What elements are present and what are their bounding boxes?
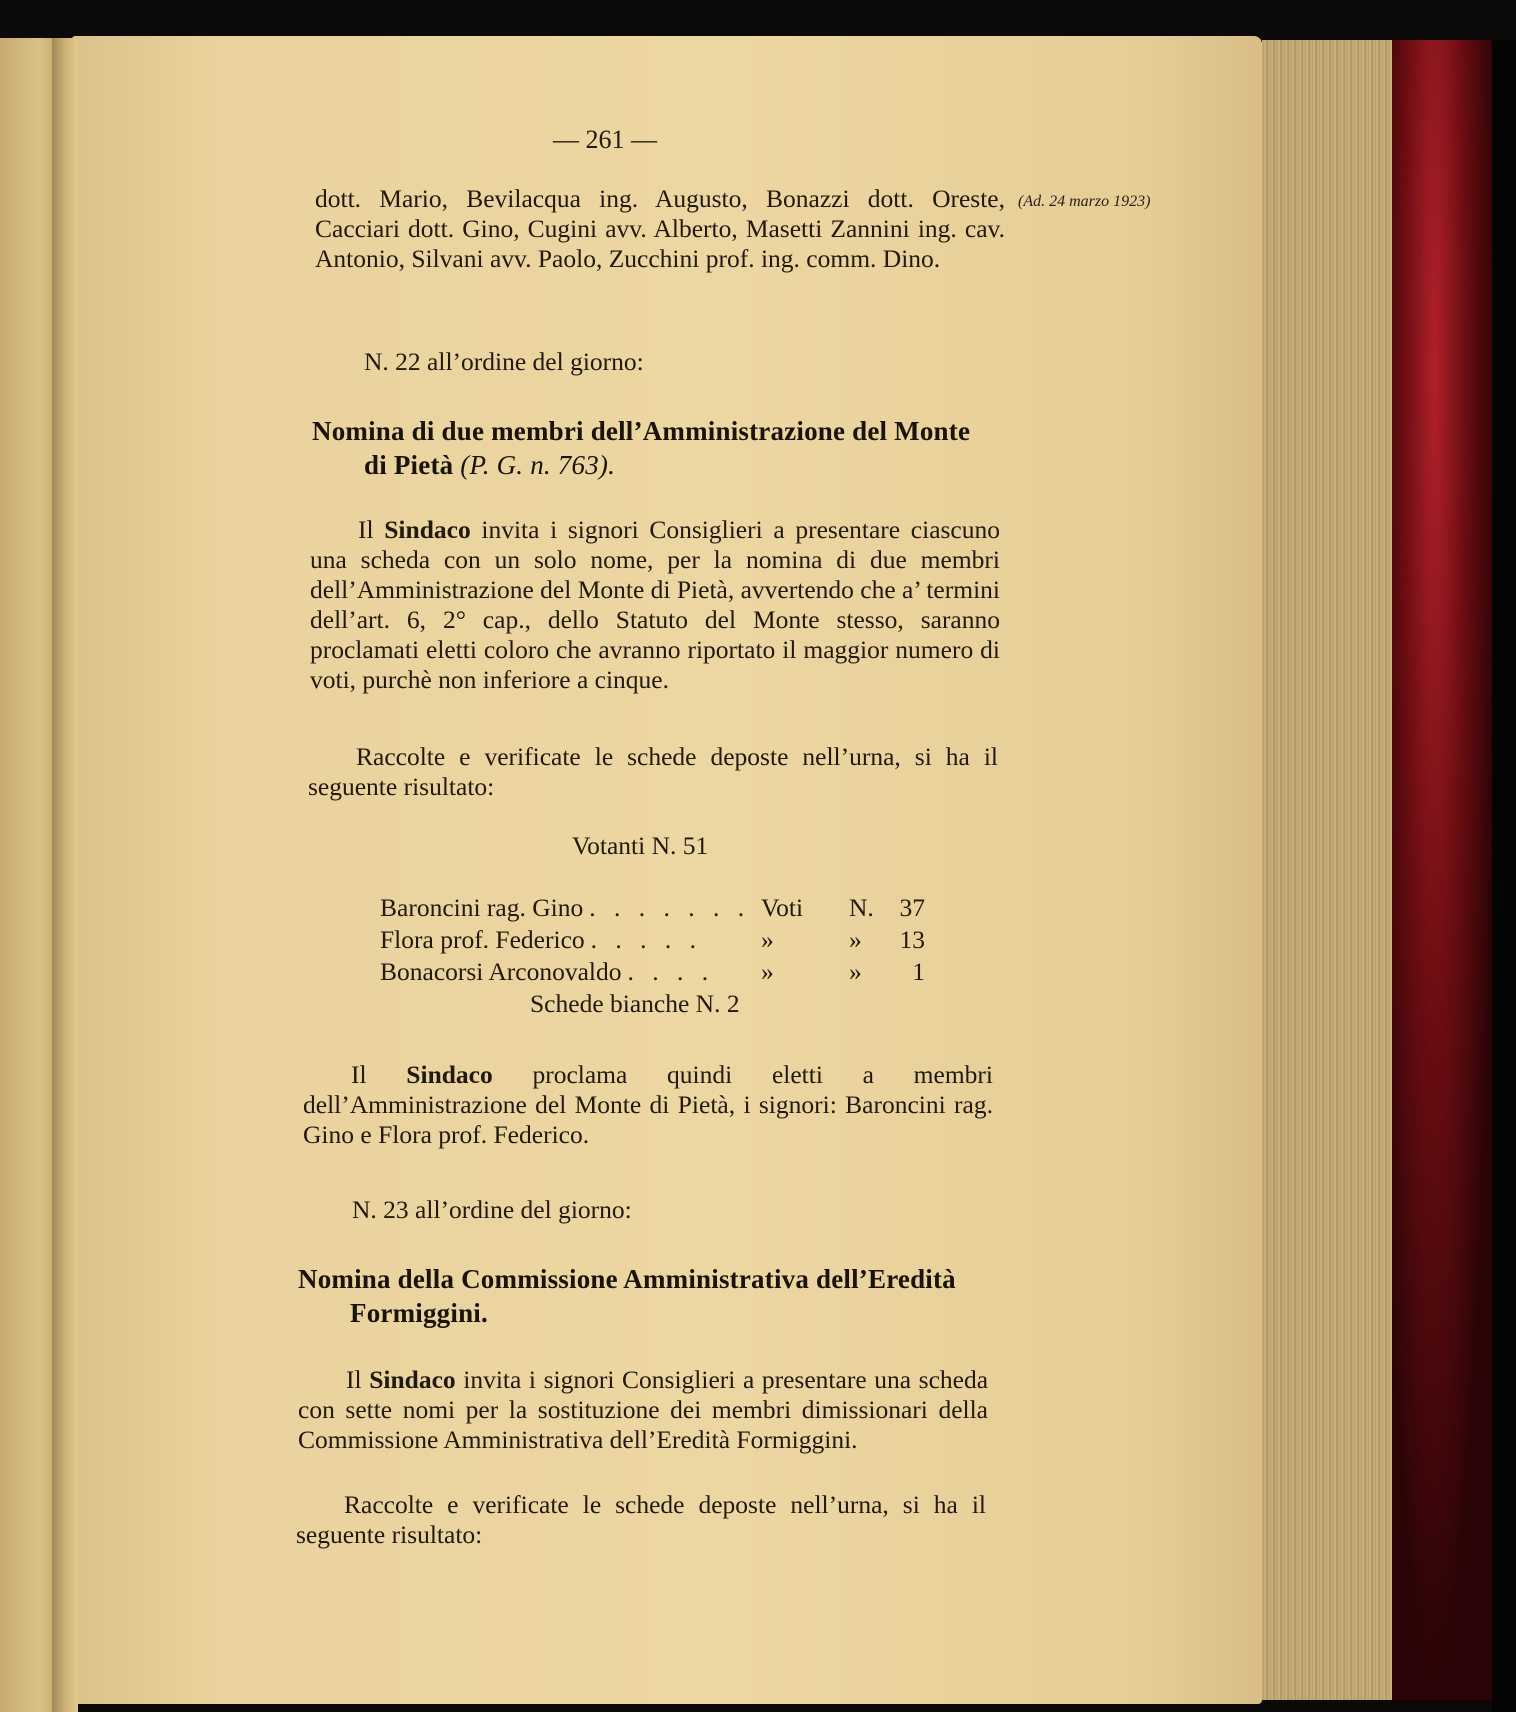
item-22-paragraph-2 [308, 742, 998, 802]
vote-count: 13 [899, 925, 925, 954]
book-gutter [52, 38, 78, 1712]
item-23-paragraph-2 [296, 1490, 986, 1550]
item-23-order [352, 1195, 852, 1225]
candidate-name: Flora prof. Federico [380, 925, 585, 954]
vote-count: 1 [912, 957, 925, 986]
item-22-heading-line2-text: di Pietà [364, 450, 454, 480]
item-23-order-text: N. 23 all’ordine del giorno: [352, 1195, 632, 1224]
item-22-order [364, 347, 864, 377]
number-label: » [849, 925, 862, 954]
para-body: Raccolte e verificate le schede deposte nell’urna, si ha il seguente risultato: [308, 742, 998, 801]
item-23-paragraph-1 [298, 1365, 988, 1455]
sindaco-bold: Sindaco [384, 515, 471, 544]
vote-count: 37 [899, 893, 925, 922]
sindaco-bold: Sindaco [369, 1365, 456, 1394]
item-23-heading [298, 1262, 998, 1330]
para-lead: Il [346, 1365, 362, 1394]
cover-edge [1492, 40, 1516, 1712]
para-lead: Il [351, 1060, 367, 1089]
intro-text: dott. Mario, Bevilacqua ing. Augusto, Bonazzi dott. Oreste, Cacciari dott. Gino, Cugini avv. Alberto, Masetti Zannini ing. cav. Antonio, Silvani avv. Paolo, Zucchini prof. ing. comm. Dino. [315, 184, 1005, 273]
leader-dots: . . . . . . . [589, 893, 751, 922]
number-label: » [849, 957, 862, 986]
item-22-heading-line2 [312, 448, 1012, 482]
leader-dots: . . . . [627, 957, 715, 986]
item-22-heading-line1: Nomina di due membri dell’Amministrazione del Monte [312, 416, 971, 446]
margin-note-date: (Ad. 24 marzo 1923) [1018, 193, 1151, 210]
leader-dots: . . . . . [590, 925, 703, 954]
vote-row [380, 925, 925, 957]
vote-row [380, 957, 925, 989]
schede-bianche: Schede bianche N. 2 [530, 989, 740, 1018]
vote-results [380, 893, 925, 1021]
votes-label: Voti [761, 893, 804, 922]
votes-label: » [761, 925, 774, 954]
para-body: invita i signori Consiglieri a presentare ciascuno una scheda con un solo nome, per la nomina di due membri dell’Amministrazione del Monte di Pietà, avvertendo che a’ termini dell’art. 6, 2° cap., dello Statuto del Monte stesso, saranno proclamati eletti coloro che avranno riportato il maggior numero di voti, purchè non inferiore a cinque. [310, 515, 1000, 694]
votes-label: » [761, 957, 774, 986]
marbled-cover [1392, 40, 1498, 1700]
item-22-result [303, 1060, 993, 1150]
para-body: proclama quindi eletti a membri dell’Amministrazione del Monte di Pietà, i signori: Baroncini rag. Gino e Flora prof. Federico. [303, 1060, 993, 1149]
item-23-heading-line1: Nomina della Commissione Amministrativa dell’Eredità [298, 1264, 956, 1294]
item-22-paragraph-1 [310, 515, 1000, 695]
number-label: N. [849, 893, 874, 922]
page-number: — 261 — [553, 125, 657, 154]
sindaco-bold: Sindaco [406, 1060, 493, 1089]
vote-row [380, 893, 925, 925]
votanti-count: Votanti N. 51 [572, 831, 709, 860]
candidate-name: Baroncini rag. Gino [380, 893, 584, 922]
intro-paragraph [315, 184, 1005, 274]
item-22-order-text: N. 22 all’ordine del giorno: [364, 347, 644, 376]
candidate-name: Bonacorsi Arconovaldo [380, 957, 622, 986]
item-23-heading-line2: Formiggini. [350, 1298, 488, 1328]
para-lead: Il [358, 515, 374, 544]
item-22-heading [312, 414, 1012, 482]
para-body: Raccolte e verificate le schede deposte nell’urna, si ha il seguente risultato: [296, 1490, 986, 1549]
item-22-ref: (P. G. n. 763). [460, 450, 616, 480]
para-body: invita i signori Consiglieri a presentare una scheda con sette nomi per la sostituzione dei membri dimissionari della Commissione Amministrativa dell’Eredità Formiggini. [298, 1365, 989, 1454]
